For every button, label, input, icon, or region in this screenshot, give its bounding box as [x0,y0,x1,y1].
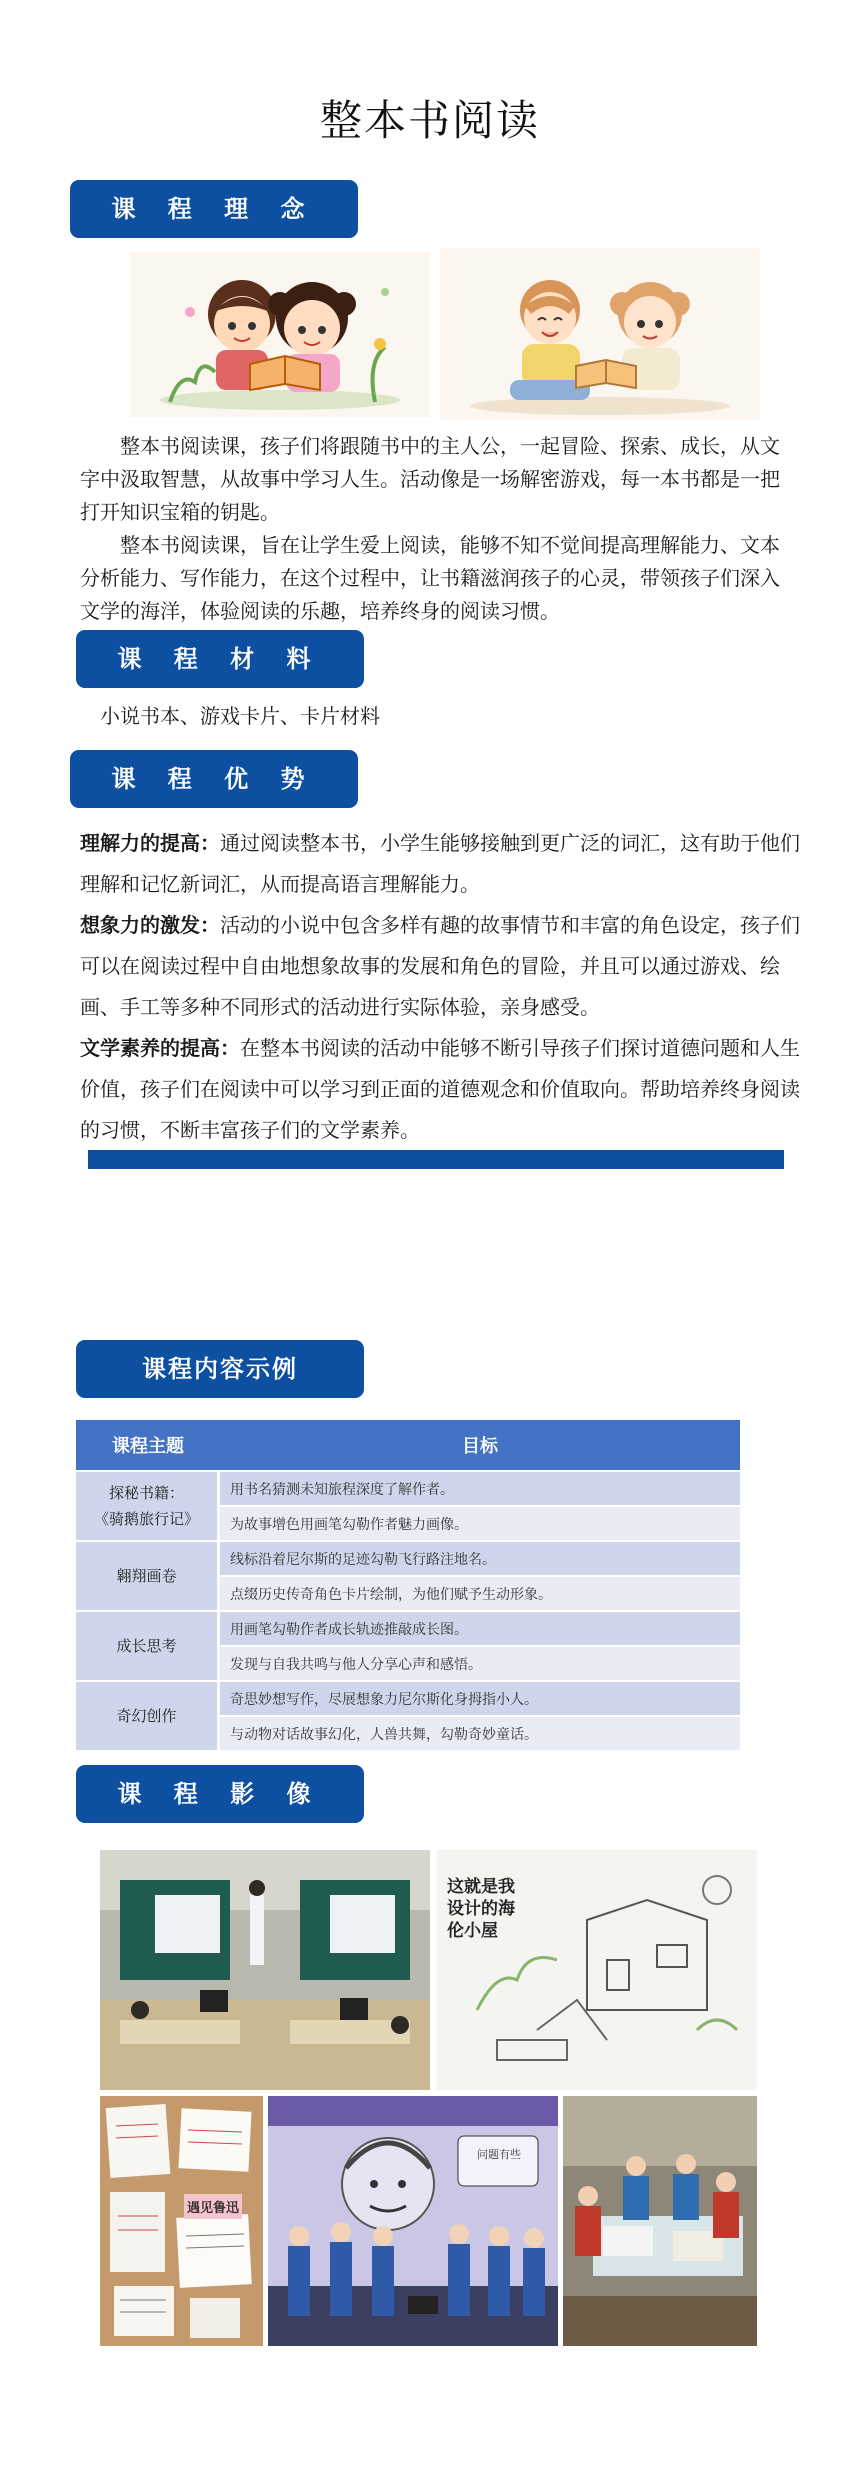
student-performance-photo [268,2096,558,2346]
topic-cell-3: 成长思考 [76,1612,220,1680]
advantages-text [80,823,800,1151]
table-row [76,1542,740,1575]
goal-cell: 用画笔勾勒作者成长轨迹推敲成长图。 [220,1612,740,1645]
advantage-label-2: 想象力的激发： [80,913,220,937]
advantage-text-1: 通过阅读整本书，小学生能够接触到更广泛的词汇，这有助于他们理解和记忆新词汇，从而提高语言理解能力。 [80,831,800,896]
table-header-row [76,1420,740,1470]
header-goal: 目标 [220,1420,740,1470]
advantage-label-1: 理解力的提高： [80,831,220,855]
section-header-materials: 课 程 材 料 [76,630,364,688]
philosophy-text [80,430,780,628]
advantage-item-2 [80,905,800,1028]
table-row [76,1682,740,1715]
topic-line: 探秘书籍： [108,1484,184,1502]
kids-activity-photo [563,2096,757,2346]
topic-cell-2: 翱翔画卷 [76,1542,220,1610]
kids-reading-illustration-left [130,252,430,417]
page-title: 整本书阅读 [319,96,540,145]
section-header-gallery: 课 程 影 像 [76,1765,364,1823]
advantage-item-1 [80,823,800,905]
notice-board-photo [100,2096,263,2346]
goal-cell: 奇思妙想写作，尽展想象力尼尔斯化身拇指小人。 [220,1682,740,1715]
section-divider-bar [88,1150,784,1169]
goal-cell: 发现与自我共鸣与他人分享心声和感悟。 [220,1647,740,1680]
materials-text: 小说书本、游戏卡片、卡片材料 [100,704,380,728]
goal-cell: 用书名猜测未知旅程深度了解作者。 [220,1472,740,1505]
topic-cell-1 [76,1472,220,1540]
classroom-photo [100,1850,430,2090]
section-header-examples: 课程内容示例 [76,1340,364,1398]
kids-reading-illustration-right [440,248,760,420]
goal-cell: 为故事增色用画笔勾勒作者魅力画像。 [220,1507,740,1540]
goal-cell: 与动物对话故事幻化，人兽共舞，勾勒奇妙童话。 [220,1717,740,1750]
topic-line: 《骑鹅旅行记》 [93,1510,199,1528]
section-header-philosophy: 课 程 理 念 [70,180,358,238]
advantage-label-3: 文学素养的提高： [80,1036,240,1060]
goal-cell: 线标沿着尼尔斯的足迹勾勒飞行路注地名。 [220,1542,740,1575]
header-topic: 课程主题 [76,1420,220,1470]
goal-cell: 点缀历史传奇角色卡片绘制，为他们赋予生动形象。 [220,1577,740,1610]
topic-cell-4: 奇幻创作 [76,1682,220,1750]
section-header-advantages: 课 程 优 势 [70,750,358,808]
backdrop-note-text: 问题有些 [477,2148,521,2161]
advantage-text-3: 在整本书阅读的活动中能够不断引导孩子们探讨道德问题和人生价值，孩子们在阅读中可以学习到正面的道德观念和价值取向。帮助培养终身阅读的习惯，不断丰富孩子们的文学素养。 [80,1036,800,1142]
sketch-drawing-photo [437,1850,757,2090]
drawing-caption: 这就是我设计的海伦小屋 [447,1877,515,1941]
board-card-label: 遇见鲁迅 [184,2194,242,2219]
philosophy-paragraph-2: 整本书阅读课，旨在让学生爱上阅读，能够不知不觉间提高理解能力、文本分析能力、写作能力，在这个过程中，让书籍滋润孩子的心灵，带领孩子们深入文学的海洋，体验阅读的乐趣，培养终身的阅读习惯。 [80,533,780,623]
advantage-item-3 [80,1028,800,1151]
advantage-text-2: 活动的小说中包含多样有趣的故事情节和丰富的角色设定，孩子们可以在阅读过程中自由地想象故事的发展和角色的冒险，并且可以通过游戏、绘画、手工等多种不同形式的活动进行实际体验，亲身感受。 [80,913,800,1019]
table-row [76,1612,740,1645]
philosophy-paragraph-1: 整本书阅读课，孩子们将跟随书中的主人公，一起冒险、探索、成长，从文字中汲取智慧，从故事中学习人生。活动像是一场解密游戏，每一本书都是一把打开知识宝箱的钥匙。 [80,434,780,524]
course-content-table [76,1418,740,1752]
table-row [76,1472,740,1505]
